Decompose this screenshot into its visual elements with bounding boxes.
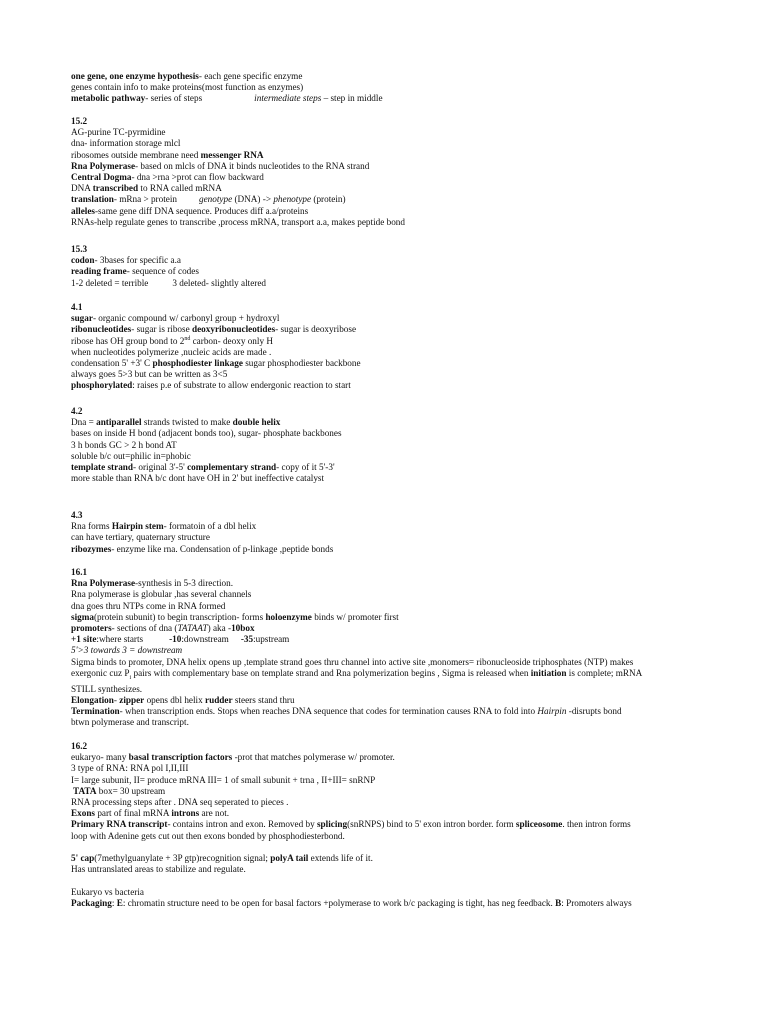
text-line: translation- mRna > protein genotype (DNA) -> phenotype (protein): [71, 194, 346, 205]
text-line: Rna polymerase is globular ,has several channels: [71, 589, 252, 600]
text-line: when nucleotides polymerize ,nucleic acids are made .: [71, 346, 272, 357]
section-heading: 16.1: [71, 567, 88, 577]
text-line: loop with Adenine gets cut out then exons bonded by phosphodiesterbond.: [71, 830, 345, 841]
text-line: soluble b/c out=philic in=phobic: [71, 450, 191, 461]
text-line: +1 site:where starts -10:downstream -35:upstream: [71, 634, 290, 645]
text-line: DNA transcribed to RNA called mRNA: [71, 183, 222, 194]
text-line: Rna Polymerase-synthesis in 5-3 direction.: [71, 578, 234, 589]
text-line: 3 h bonds GC > 2 h bond AT: [71, 439, 177, 450]
section-16-1: [71, 567, 761, 729]
text-line: Eukaryo vs bacteria: [71, 886, 144, 897]
text-line: ribonucleotides- sugar is ribose deoxyribonucleotides- sugar is deoxyribose: [71, 324, 357, 335]
text-line: 5'>3 towards 3 = downstream: [71, 645, 183, 656]
text-line: Packaging: E: chromatin structure need to be open for basal factors +polymerase to work b/c packaging is tight, has neg feedback. B: Promoters always: [71, 897, 632, 908]
text-line: eukaryo- many basal transcription factors -prot that matches polymerase w/ promoter.: [71, 752, 395, 763]
text-line: ribose has OH group bond to 2nd carbon- deoxy only H: [71, 335, 273, 346]
text-line: AG-purine TC-pyrmidine: [71, 127, 166, 138]
text-line: genes contain info to make proteins(most function as enzymes): [71, 82, 304, 93]
text-line: ribozymes- enzyme like rna. Condensation of p-linkage ,peptide bonds: [71, 543, 334, 554]
text-line: can have tertiary, quaternary structure: [71, 532, 210, 543]
intro-section: [71, 71, 761, 105]
text-line: Rna forms Hairpin stem- formatoin of a dbl helix: [71, 521, 257, 532]
text-line: Rna Polymerase- based on mlcls of DNA it binds nucleotides to the RNA strand: [71, 160, 370, 171]
text-line: Primary RNA transcript- contains intron and exon. Removed by splicing(snRNPS) bind to 5' exon intron border. form spliceosome. then intron forms: [71, 819, 631, 830]
text-line: codon- 3bases for specific a.a: [71, 255, 181, 266]
text-line: Elongation- zipper opens dbl helix rudder steers stand thru: [71, 695, 295, 706]
text-line: Exons part of final mRNA introns are not.: [71, 808, 230, 819]
section-heading: 4.3: [71, 510, 83, 520]
text-line: Has untranslated areas to stabilize and regulate.: [71, 864, 246, 875]
text-line: I= large subunit, II= produce mRNA III= 1 of small subunit + trna , II+III= snRNP: [71, 774, 376, 785]
text-line: dna- information storage mlcl: [71, 138, 181, 149]
section-16-2: [71, 741, 761, 909]
text-line: metabolic pathway- series of steps intermediate steps – step in middle: [71, 93, 383, 104]
text-line: bases on inside H bond (adjacent bonds too), sugar- phosphate backbones: [71, 428, 342, 439]
blank-line: [71, 842, 761, 853]
section-4-1: [71, 302, 761, 392]
section-heading: 4.2: [71, 406, 83, 416]
text-line: RNAs-help regulate genes to transcribe ,process mRNA, transport a.a, makes peptide bond: [71, 216, 405, 227]
section-4-3: [71, 510, 761, 555]
section-15-3: [71, 244, 761, 289]
text-line: condensation 5' +3' C phosphodiester linkage sugar phosphodiester backbone: [71, 358, 361, 369]
text-line: dna goes thru NTPs come in RNA formed: [71, 600, 226, 611]
text-line: alleles-same gene diff DNA sequence. Produces diff a.a/proteins: [71, 205, 309, 216]
text-line: more stable than RNA b/c dont have OH in 2' but ineffective catalyst: [71, 473, 325, 484]
text-line: 5' cap(7methylguanylate + 3P gtp)recognition signal; polyA tail extends life of it.: [71, 853, 373, 864]
text-line: phosphorylated: raises p.e of substrate to allow endergonic reaction to start: [71, 380, 351, 391]
text-line: btwn polymerase and transcript.: [71, 717, 189, 728]
section-4-2: [71, 406, 761, 484]
text-line: 1-2 deleted = terrible 3 deleted- slightly altered: [71, 277, 267, 288]
text-line: promoters- sections of dna (TATAAT) aka -10box: [71, 623, 255, 634]
text-line: RNA processing steps after . DNA seq seperated to pieces .: [71, 797, 289, 808]
text-line: reading frame- sequence of codes: [71, 266, 199, 277]
text-line: ribosomes outside membrane need messenger RNA: [71, 149, 264, 160]
text-line: 3 type of RNA: RNA pol I,II,III: [71, 763, 189, 774]
text-line: Central Dogma- dna >rna >prot can flow backward: [71, 172, 264, 183]
text-line: always goes 5>3 but can be written as 3<5: [71, 369, 228, 380]
text-line: sigma(protein subunit) to begin transcription- forms holoenzyme binds w/ promoter first: [71, 611, 399, 622]
section-heading: 4.1: [71, 302, 83, 312]
text-line: Dna = antiparallel strands twisted to make double helix: [71, 417, 281, 428]
blank-line: [71, 875, 761, 886]
section-heading: 15.2: [71, 116, 88, 126]
section-15-2: [71, 116, 761, 228]
text-line: Termination- when transcription ends. Stops when reaches DNA sequence that codes for termination causes RNA to fold into Hairpin -disrupts bond: [71, 706, 622, 717]
section-heading: 15.3: [71, 244, 88, 254]
text-line: exergonic cuz $P_i$ pairs with complementary base on template strand and Rna polymerization begins , Sigma is released when initiation is complete; mRNA: [71, 667, 643, 681]
section-heading: 16.2: [71, 741, 88, 751]
text-line: Sigma binds to promoter, DNA helix opens up ,template strand goes thru channel into active site ,monomers= ribonucleoside triphosphates (NTP) makes: [71, 656, 634, 667]
text-line: one gene, one enzyme hypothesis- each gene specific enzyme: [71, 71, 303, 81]
text-line: STILL synthesizes.: [71, 683, 143, 694]
text-line: TATA box= 30 upstream: [73, 785, 166, 796]
text-line: sugar- organic compound w/ carbonyl group + hydroxyl: [71, 313, 280, 324]
text-line: template strand- original 3'-5' complementary strand- copy of it 5'-3': [71, 462, 335, 473]
